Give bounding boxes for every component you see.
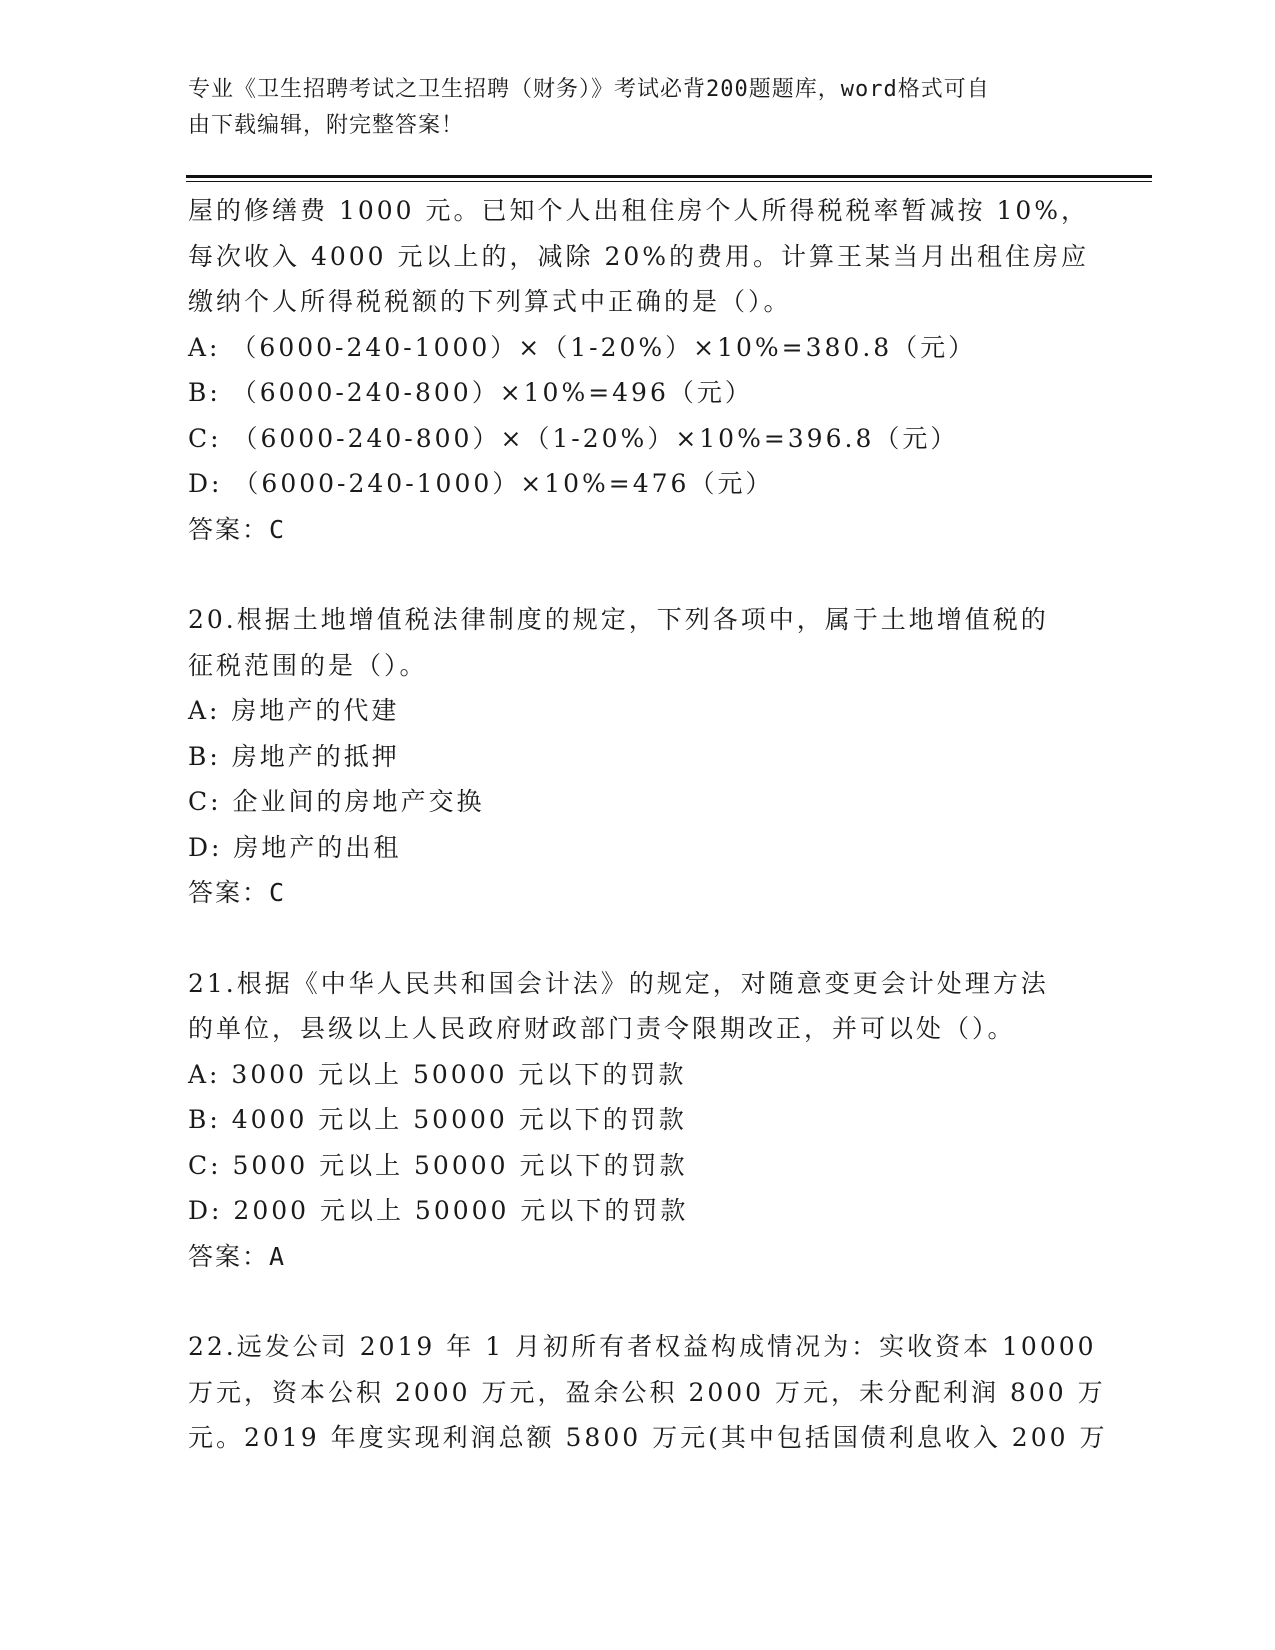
question-stem-line: 元。2019 年度实现利润总额 5800 万元(其中包括国债利息收入 200 万 <box>188 1423 1108 1452</box>
option-b: B: 房地产的抵押 <box>188 741 400 771</box>
option-a: A: （6000-240-1000）×（1-20%）×10%=380.8（元） <box>188 332 977 362</box>
option-d: D: 2000 元以上 50000 元以下的罚款 <box>188 1196 689 1225</box>
option-c: C: 5000 元以上 50000 元以下的罚款 <box>188 1150 688 1180</box>
answer-line: 答案：C <box>188 878 287 907</box>
question-stem-line: 的单位，县级以上人民政府财政部门责令限期改正，并可以处（）。 <box>188 1014 1016 1043</box>
question-stem-line: 22.远发公司 2019 年 1 月初所有者权益构成情况为：实收资本 10000 <box>188 1332 1097 1361</box>
header-divider-thick <box>186 175 1152 178</box>
option-c: C: （6000-240-800）×（1-20%）×10%=396.8（元） <box>188 423 959 453</box>
header-line-2: 由下载编辑，附完整答案！ <box>188 113 465 138</box>
question-list <box>188 188 1108 1461</box>
question-22 <box>188 1324 1108 1461</box>
question-20 <box>188 597 1088 916</box>
question-stem-line: 征税范围的是（）。 <box>188 650 428 680</box>
document-header <box>188 72 1068 144</box>
question-spacer <box>188 1279 1088 1324</box>
question-stem-line: 缴纳个人所得税税额的下列算式中正确的是（）。 <box>188 287 792 316</box>
answer-line: 答案：A <box>188 1241 287 1271</box>
option-d: D: 房地产的出租 <box>188 832 402 862</box>
question-spacer <box>188 916 1088 961</box>
option-d: D: （6000-240-1000）×10%=476（元） <box>188 469 774 498</box>
question-stem-line: 20.根据土地增值税法律制度的规定，下列各项中，属于土地增值税的 <box>188 605 1049 634</box>
option-b: B: （6000-240-800）×10%=496（元） <box>188 378 753 407</box>
option-a: A: 3000 元以上 50000 元以下的罚款 <box>188 1059 687 1089</box>
option-c: C: 企业间的房地产交换 <box>188 787 485 816</box>
question-21 <box>188 961 1088 1280</box>
answer-line: 答案：C <box>188 514 287 544</box>
question-spacer <box>188 552 1088 597</box>
option-a: A: 房地产的代建 <box>188 696 400 725</box>
question-stem-line: 屋的修缮费 1000 元。已知个人出租住房个人所得税税率暂减按 10%， <box>188 196 1090 225</box>
question-stem-line: 万元，资本公积 2000 万元，盈余公积 2000 万元，未分配利润 800 万 <box>188 1377 1106 1407</box>
header-divider-thin <box>186 181 1152 182</box>
option-b: B: 4000 元以上 50000 元以下的罚款 <box>188 1105 687 1134</box>
question-stem-line: 21.根据《中华人民共和国会计法》的规定，对随意变更会计处理方法 <box>188 968 1049 998</box>
question-stem-line: 每次收入 4000 元以上的，减除 20%的费用。计算王某当月出租住房应 <box>188 241 1090 271</box>
question-19 <box>188 188 1088 552</box>
header-line-1: 专业《卫生招聘考试之卫生招聘（财务）》考试必背200题题库，word格式可自 <box>188 77 990 102</box>
